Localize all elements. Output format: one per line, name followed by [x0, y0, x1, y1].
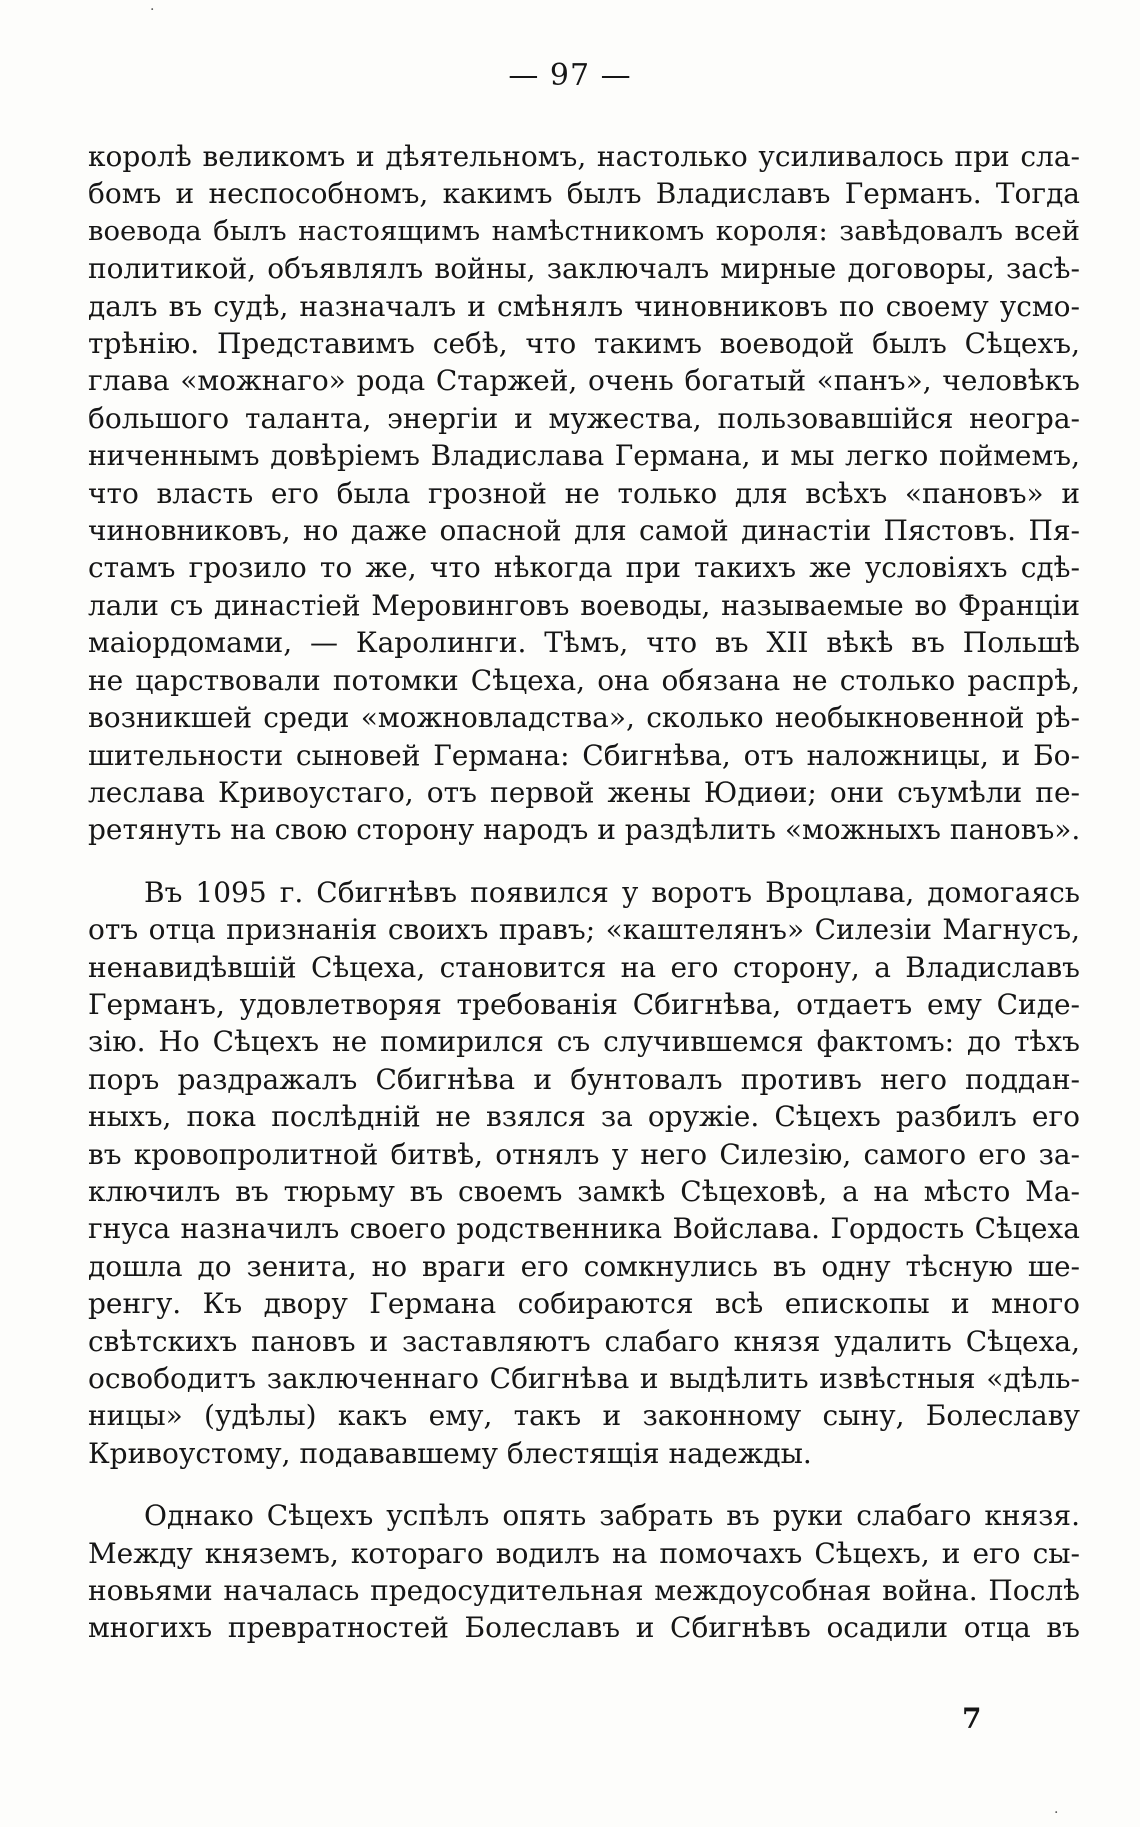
text-line: что власть его была грозной не только для всѣхъ «пановъ» и [88, 476, 1080, 510]
body-text [88, 138, 1080, 1672]
text-line: ненавидѣвшій Сѣцеха, становится на его сторону, а Владиславъ [88, 950, 1080, 984]
text-line: новьями началась предосудительная междоусобная война. Послѣ [88, 1574, 1080, 1608]
text-line: шительности сыновей Германа: Сбигнѣва, отъ наложницы, и Бо- [88, 738, 1080, 772]
text-line: въ кровопролитной битвѣ, отнялъ у него Силезію, самого его за- [88, 1137, 1080, 1171]
text-line: многихъ превратностей Болеславъ и Сбигнѣвъ осадили отца въ [88, 1611, 1080, 1645]
text-line: Германъ, удовлетворяя требованія Сбигнѣва, отдаетъ ему Сиде- [88, 987, 1080, 1021]
text-line: далъ въ судѣ, назначалъ и смѣнялъ чиновниковъ по своему усмо- [88, 289, 1080, 323]
text-line: ретянуть на свою сторону народъ и раздѣлить «можныхъ пановъ». [88, 813, 1081, 847]
text-line: ключилъ въ тюрьму въ своемъ замкѣ Сѣцеховѣ, а на мѣсто Ма- [88, 1174, 1080, 1208]
text-line: освободитъ заключеннаго Сбигнѣва и выдѣлить извѣстныя «дѣль- [88, 1362, 1080, 1395]
text-line: свѣтскихъ пановъ и заставляютъ слабаго князя удалить Сѣцеха, [88, 1324, 1080, 1358]
text-line: глава «можнаго» рода Старжей, очень богатый «панъ», человѣкъ [88, 364, 1080, 398]
text-line: чиновниковъ, но даже опасной для самой династіи Пястовъ. Пя- [88, 514, 1080, 548]
text-line: стамъ грозило то же, что нѣкогда при такихъ же условіяхъ сдѣ- [88, 551, 1080, 585]
paragraph-1 [88, 138, 1080, 849]
text-line: Въ 1095 г. Сбигнѣвъ появился у воротъ Вроцлава, домогаясь [144, 875, 1080, 909]
text-line: лали съ династіей Меровинговъ воеводы, называемые во Франціи [88, 588, 1080, 622]
paragraph-3 [88, 1497, 1080, 1647]
text-line: возникшей среди «можновладства», сколько необыкновенной рѣ- [88, 701, 1080, 735]
text-line: зію. Но Сѣцехъ не помирился съ случившемся фактомъ: до тѣхъ [88, 1025, 1080, 1059]
text-line: королѣ великомъ и дѣятельномъ, настолько усиливалось при сла- [88, 140, 1080, 173]
signature-mark: 7 [962, 1702, 982, 1735]
text-line: ниченнымъ довѣріемъ Владислава Германа, и мы легко поймемъ, [88, 439, 1080, 473]
text-line: гнуса назначилъ своего родственника Войслава. Гордость Сѣцеха [88, 1212, 1080, 1246]
paragraph-2 [88, 874, 1080, 1473]
page-number-header: — 97 — [508, 58, 632, 93]
text-line: Кривоустому, подававшему блестящія надежды. [88, 1436, 812, 1470]
text-line: леслава Кривоустаго, отъ первой жены Юдиѳи; они съумѣли пе- [88, 775, 1080, 809]
text-line: ныхъ, пока послѣдній не взялся за оружіе. Сѣцехъ разбилъ его [88, 1100, 1080, 1134]
text-line: ницы» (удѣлы) какъ ему, такъ и законному сыну, Болеславу [88, 1399, 1080, 1433]
text-line: маіордомами, — Каролинги. Тѣмъ, что въ XII вѣкѣ въ Польшѣ [88, 626, 1080, 660]
text-line: дошла до зенита, но враги его сомкнулись въ одну тѣсную ше- [88, 1249, 1080, 1283]
text-line: большого таланта, энергіи и мужества, пользовавшійся неогра- [88, 401, 1080, 435]
text-line: ренгу. Къ двору Германа собираются всѣ епископы и много [88, 1287, 1080, 1321]
text-line: Однако Сѣцехъ успѣлъ опять забрать въ руки слабаго князя. [144, 1499, 1080, 1533]
text-line: бомъ и неспособномъ, какимъ былъ Владиславъ Германъ. Тогда [88, 177, 1080, 211]
text-line: политикой, объявлялъ войны, заключалъ мирные договоры, засѣ- [88, 252, 1080, 286]
text-line: воевода былъ настоящимъ намѣстникомъ короля: завѣдовалъ всей [88, 214, 1080, 247]
print-speck: · [1054, 1805, 1059, 1821]
text-line: поръ раздражалъ Сбигнѣва и бунтовалъ противъ него поддан- [88, 1062, 1080, 1096]
print-speck: · [150, 2, 155, 18]
text-line: не царствовали потомки Сѣцеха, она обязана не столько распрѣ, [88, 663, 1080, 697]
text-line: трѣнію. Представимъ себѣ, что такимъ воеводой былъ Сѣцехъ, [88, 327, 1080, 361]
text-line: Между княземъ, котораго водилъ на помочахъ Сѣцехъ, и его сы- [88, 1536, 1080, 1570]
text-line: отъ отца признанія своихъ правъ; «каштелянъ» Силезіи Магнусъ, [88, 913, 1080, 947]
